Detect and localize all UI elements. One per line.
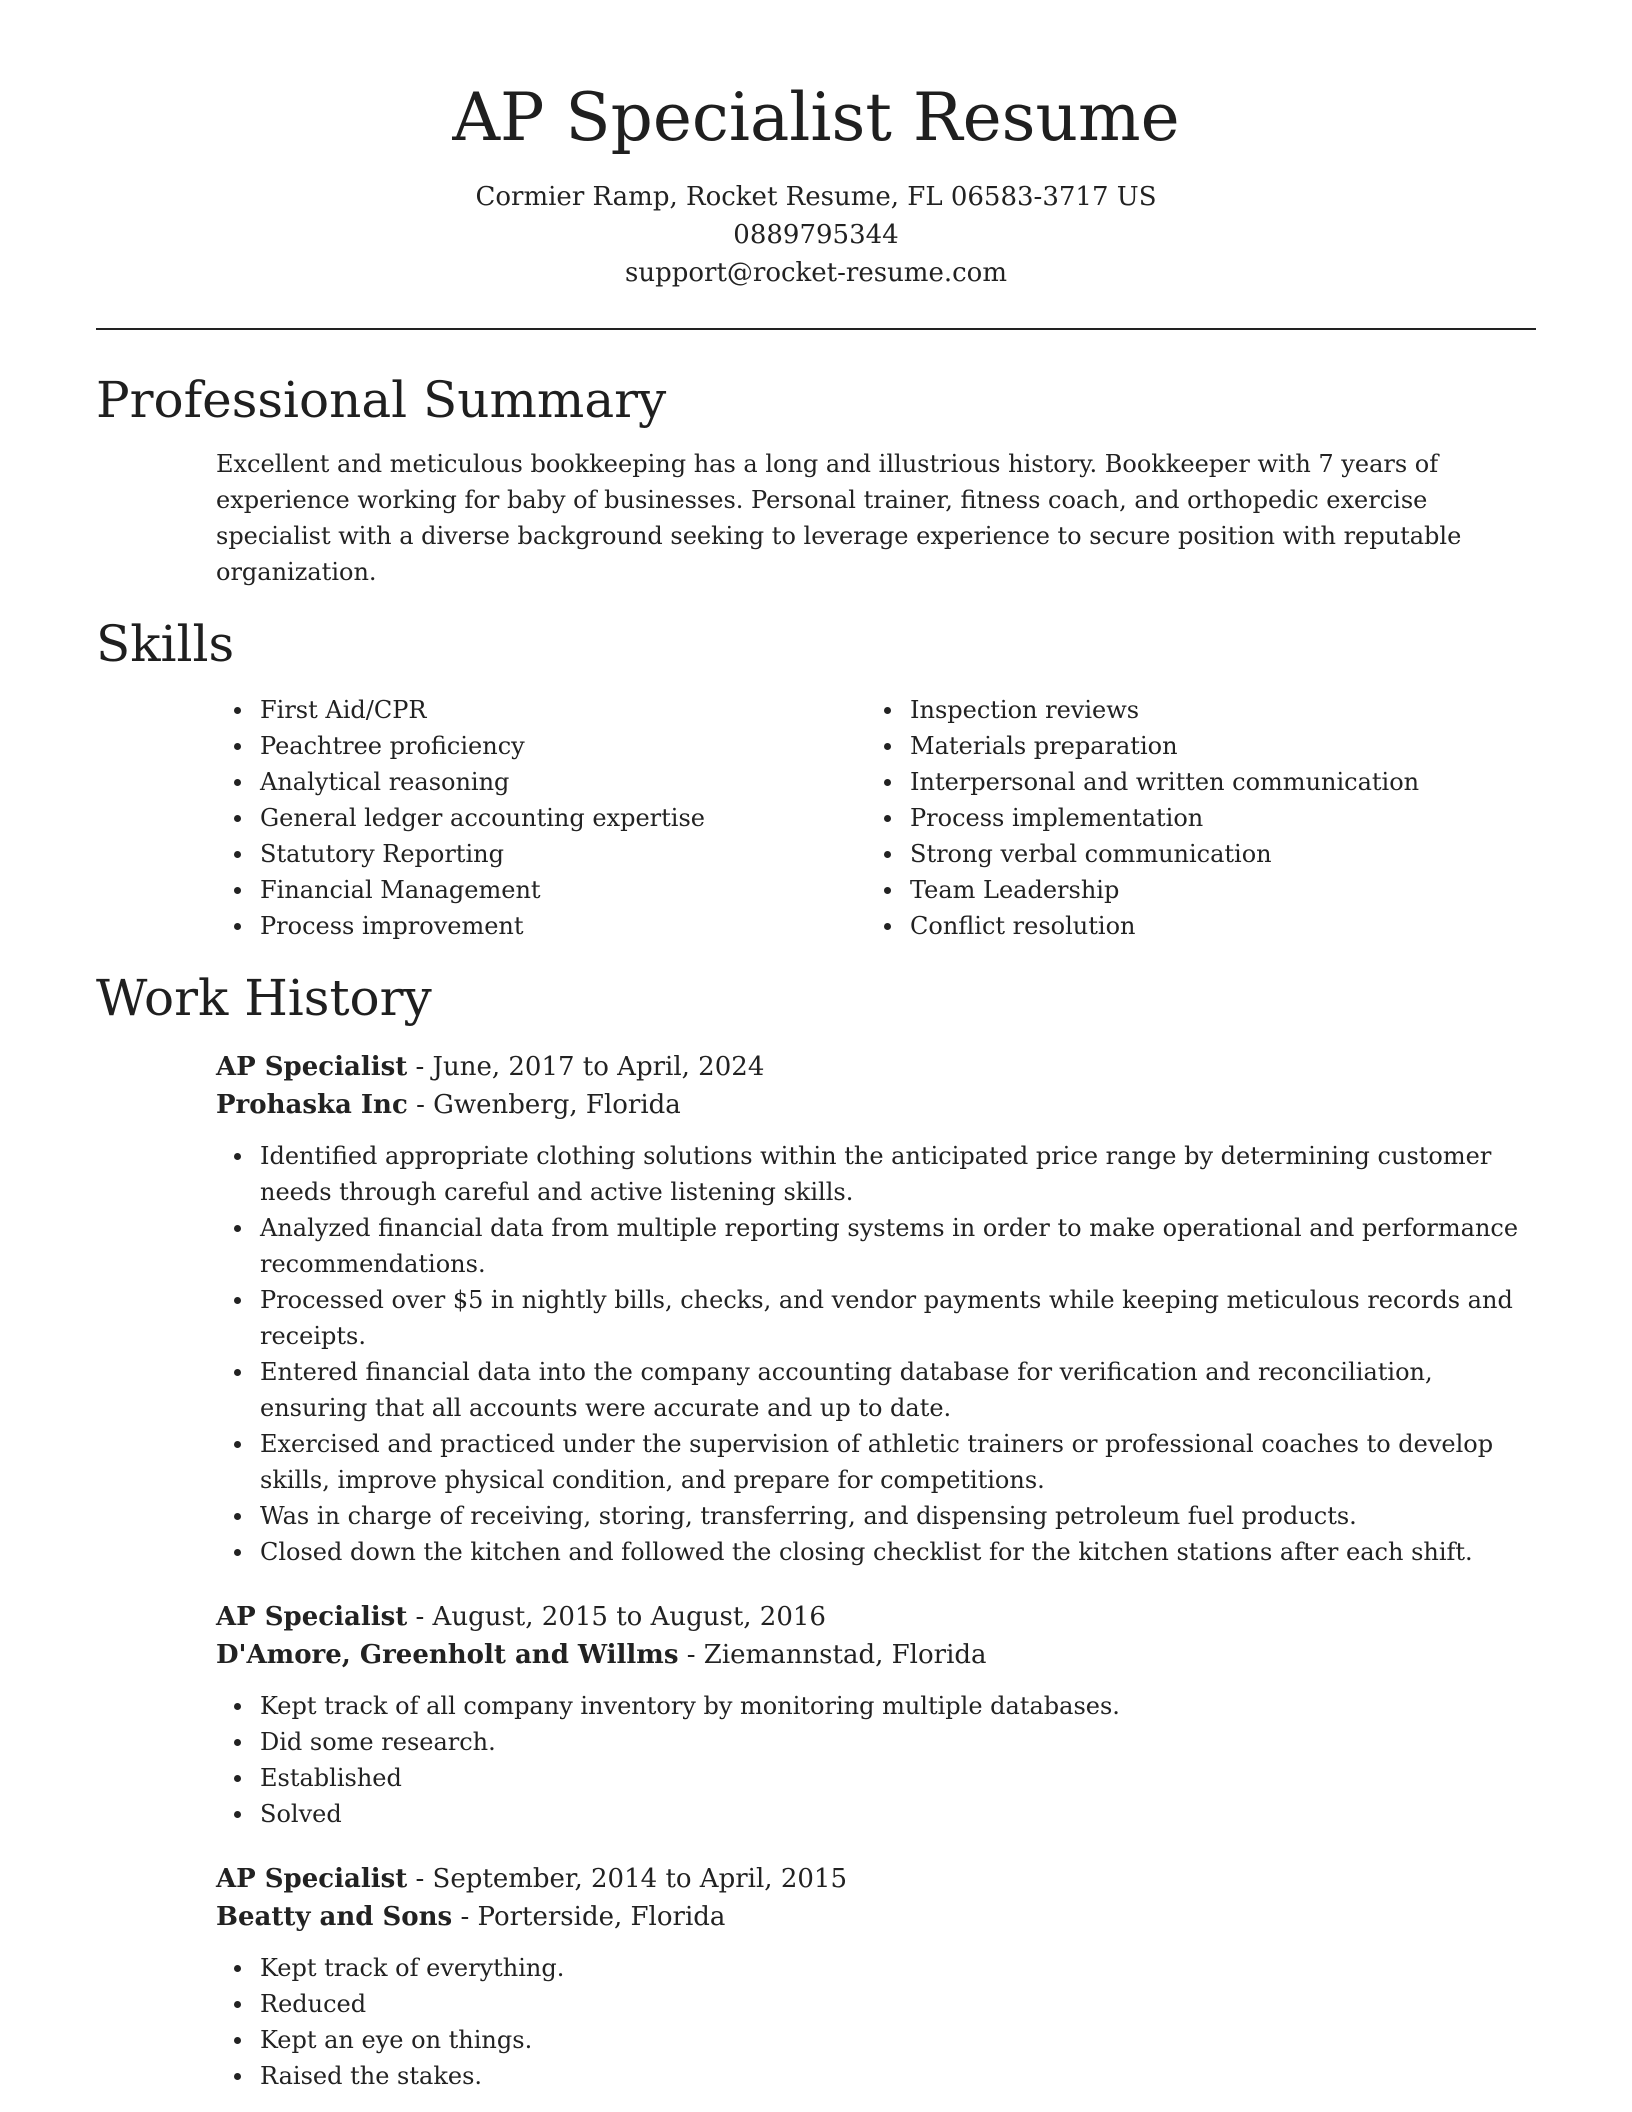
job-duty: Analyzed financial data from multiple reporting systems in order to make operational and performance recommendations.: [260, 1210, 1536, 1282]
skill-item: First Aid/CPR: [260, 692, 866, 728]
job-duty: Closed down the kitchen and followed the closing checklist for the kitchen stations after each shift.: [260, 1534, 1536, 1570]
job-duty: Solved: [260, 1796, 1536, 1832]
job-duty: Processed over $5 in nightly bills, checks, and vendor payments while keeping meticulous records and receipts.: [260, 1282, 1536, 1354]
job-title-line: [216, 1048, 1536, 1086]
job-entry: [216, 1048, 1536, 1570]
address: Cormier Ramp, Rocket Resume, FL 06583-3717 US: [475, 181, 1157, 212]
email: support@rocket-resume.com: [624, 257, 1007, 288]
job-duty: Kept an eye on things.: [260, 2022, 1536, 2058]
skill-item: Materials preparation: [910, 728, 1516, 764]
skill-item: Process improvement: [260, 908, 866, 944]
skill-item: Inspection reviews: [910, 692, 1516, 728]
work-history-section: [96, 968, 1536, 2094]
summary-section: [96, 370, 1536, 590]
job-location: - Ziemannstad, Florida: [686, 1639, 987, 1670]
job-title: AP Specialist: [216, 1601, 408, 1632]
job-duties-list: [216, 1950, 1536, 2094]
job-dates: - August, 2015 to August, 2016: [415, 1601, 826, 1632]
job-duty: Raised the stakes.: [260, 2058, 1536, 2094]
skill-item: Process implementation: [910, 800, 1516, 836]
job-title-line: [216, 1598, 1536, 1636]
job-duty: Entered financial data into the company accounting database for verification and reconciliation, ensuring that all accounts were accurate and up to date.: [260, 1354, 1536, 1426]
skill-item: Conflict resolution: [910, 908, 1516, 944]
page-title: AP Specialist Resume: [452, 79, 1180, 156]
job-duty: Established: [260, 1760, 1536, 1796]
skills-grid: [216, 692, 1536, 944]
job-entry: [216, 1598, 1536, 1832]
job-company-line: [216, 1898, 1536, 1936]
skills-column-right: [866, 692, 1516, 944]
job-company: Prohaska Inc: [216, 1089, 408, 1120]
skill-item: Peachtree proficiency: [260, 728, 866, 764]
job-duties-list: [216, 1688, 1536, 1832]
job-dates: - June, 2017 to April, 2024: [415, 1051, 765, 1082]
skills-list-left: [216, 692, 866, 944]
skill-item: Strong verbal communication: [910, 836, 1516, 872]
job-duties-list: [216, 1138, 1536, 1570]
contact-info: [96, 178, 1536, 292]
skill-item: Interpersonal and written communication: [910, 764, 1516, 800]
skills-heading: Skills: [96, 614, 235, 673]
job-location: - Porterside, Florida: [460, 1901, 726, 1932]
skills-section: [96, 614, 1536, 944]
job-duty: Kept track of all company inventory by monitoring multiple databases.: [260, 1688, 1536, 1724]
job-duty: Kept track of everything.: [260, 1950, 1536, 1986]
job-title: AP Specialist: [216, 1863, 408, 1894]
job-location: - Gwenberg, Florida: [416, 1089, 681, 1120]
skill-item: Team Leadership: [910, 872, 1516, 908]
job-company: Beatty and Sons: [216, 1901, 453, 1932]
job-title-line: [216, 1860, 1536, 1898]
work-history-heading: Work History: [96, 968, 432, 1027]
job-duty: Did some research.: [260, 1724, 1536, 1760]
summary-text: Excellent and meticulous bookkeeping has a long and illustrious history. Bookkeeper with 7 years of experience working for baby of businesses. Personal trainer, fitness coach, and orthopedic exercise specialist with a diverse background seeking to leverage experience to secure position with reputable organization.: [216, 449, 1462, 586]
skill-item: Financial Management: [260, 872, 866, 908]
skill-item: Statutory Reporting: [260, 836, 866, 872]
job-company-line: [216, 1086, 1536, 1124]
job-title: AP Specialist: [216, 1051, 408, 1082]
skills-column-left: [216, 692, 866, 944]
job-duty: Reduced: [260, 1986, 1536, 2022]
skill-item: Analytical reasoning: [260, 764, 866, 800]
phone: 0889795344: [733, 219, 899, 250]
job-duty: Exercised and practiced under the supervision of athletic trainers or professional coaches to develop skills, improve physical condition, and prepare for competitions.: [260, 1426, 1536, 1498]
summary-heading: Professional Summary: [96, 370, 667, 429]
job-duty: Was in charge of receiving, storing, transferring, and dispensing petroleum fuel products.: [260, 1498, 1536, 1534]
job-duty: Identified appropriate clothing solutions within the anticipated price range by determining customer needs through careful and active listening skills.: [260, 1138, 1536, 1210]
resume-header: [96, 0, 1536, 292]
job-company-line: [216, 1636, 1536, 1674]
skills-list-right: [866, 692, 1516, 944]
job-dates: - September, 2014 to April, 2015: [415, 1863, 847, 1894]
header-divider: [96, 328, 1536, 330]
skill-item: General ledger accounting expertise: [260, 800, 866, 836]
job-entry: [216, 1860, 1536, 2094]
job-company: D'Amore, Greenholt and Willms: [216, 1639, 679, 1670]
